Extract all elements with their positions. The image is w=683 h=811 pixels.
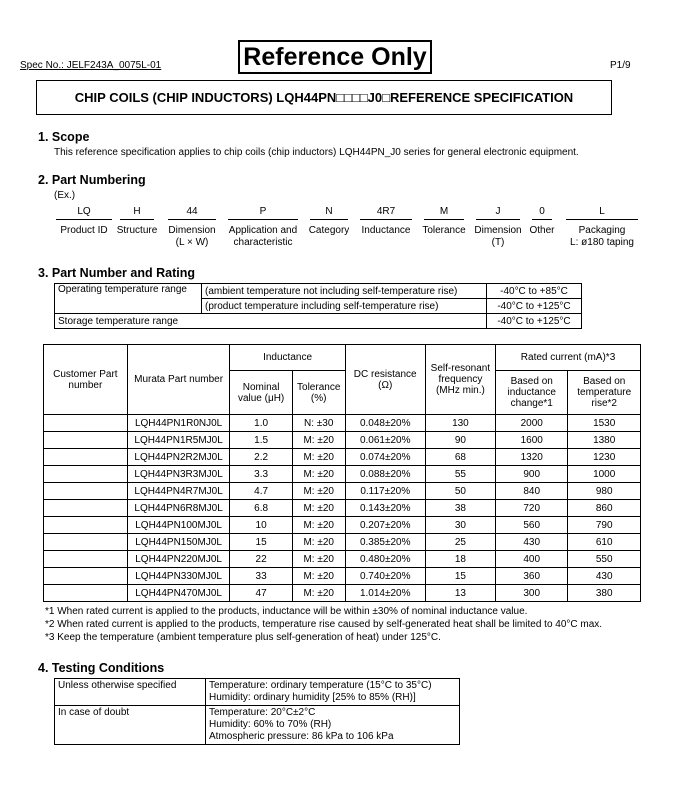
testing-heading: 4. Testing Conditions — [38, 661, 165, 675]
rated-inductance-cell: 900 — [496, 466, 568, 483]
col-based-temperature: Based on temperature rise*2 — [568, 371, 641, 415]
test-normal-conditions — [206, 679, 460, 706]
nominal-value-cell: 15 — [230, 534, 292, 551]
tolerance-cell: M: ±20 — [292, 585, 345, 602]
test-doubt-line: Temperature: 20°C±2°C — [209, 707, 316, 718]
tolerance-cell: M: ±20 — [292, 534, 345, 551]
table-row — [44, 483, 641, 500]
part-code-description-line: Packaging — [578, 225, 626, 236]
test-normal-line: Temperature: ordinary temperature (15°C to 35°C) — [209, 680, 432, 691]
numbering-example: (Ex.) — [54, 190, 76, 201]
test-doubt-line: Humidity: 60% to 70% (RH) — [209, 719, 332, 730]
customer-part-cell — [44, 500, 128, 517]
rated-temperature-cell: 980 — [568, 483, 641, 500]
tolerance-cell: M: ±20 — [292, 568, 345, 585]
rated-inductance-cell: 840 — [496, 483, 568, 500]
murata-part-cell: LQH44PN2R2MJ0L — [127, 449, 230, 466]
dc-resistance-cell: 0.480±20% — [345, 551, 425, 568]
part-code-description-line: Tolerance — [422, 225, 466, 236]
customer-part-cell — [44, 517, 128, 534]
tolerance-cell: N: ±30 — [292, 415, 345, 432]
dc-resistance-cell: 0.061±20% — [345, 432, 425, 449]
rated-temperature-cell: 550 — [568, 551, 641, 568]
rated-temperature-cell: 1530 — [568, 415, 641, 432]
storage-temp-value: -40°C to +125°C — [487, 314, 582, 329]
customer-part-cell — [44, 449, 128, 466]
part-code-segment: 4R7 — [376, 206, 396, 217]
part-code-description-line: Other — [529, 225, 555, 236]
part-code-underline — [532, 219, 552, 220]
table-row — [44, 449, 641, 466]
test-doubt-label: In case of doubt — [55, 706, 206, 745]
part-rating-table — [43, 344, 641, 602]
part-code-description-line: Dimension — [168, 225, 216, 236]
rated-temperature-cell: 610 — [568, 534, 641, 551]
part-code-description-line: Product ID — [60, 225, 108, 236]
part-code-description-line: L: ø180 taping — [570, 237, 634, 248]
customer-part-cell — [44, 466, 128, 483]
customer-part-cell — [44, 585, 128, 602]
part-code-segment: J — [495, 206, 501, 217]
part-code-description — [52, 225, 116, 237]
col-self-resonant: Self-resonant frequency (MHz min.) — [425, 345, 495, 415]
part-code-description — [528, 225, 556, 237]
dc-resistance-cell: 0.740±20% — [345, 568, 425, 585]
part-code-underline — [120, 219, 154, 220]
part-code-segment: 0 — [539, 206, 545, 217]
rated-inductance-cell: 560 — [496, 517, 568, 534]
nominal-value-cell: 10 — [230, 517, 292, 534]
customer-part-cell — [44, 568, 128, 585]
murata-part-cell: LQH44PN220MJ0L — [127, 551, 230, 568]
dc-resistance-cell: 1.014±20% — [345, 585, 425, 602]
dc-resistance-cell: 0.207±20% — [345, 517, 425, 534]
murata-part-cell: LQH44PN1R0NJ0L — [127, 415, 230, 432]
storage-temp-label: Storage temperature range — [55, 314, 487, 329]
op-temp-ambient: (ambient temperature not including self-temperature rise) — [202, 284, 487, 299]
test-doubt-line: Atmospheric pressure: 86 kPa to 106 kPa — [209, 731, 394, 742]
nominal-value-cell: 47 — [230, 585, 292, 602]
table-row — [44, 466, 641, 483]
self-resonant-cell: 55 — [425, 466, 495, 483]
scope-text: This reference specification applies to chip coils (chip inductors) LQH44PN_J0 series for general electronic equipment. — [54, 147, 579, 158]
customer-part-cell — [44, 432, 128, 449]
col-dc-resistance: DC resistance (Ω) — [345, 345, 425, 415]
self-resonant-cell: 15 — [425, 568, 495, 585]
part-code-description-line: Inductance — [361, 225, 411, 236]
part-code-description — [420, 225, 468, 237]
dc-resistance-cell: 0.117±20% — [345, 483, 425, 500]
op-temp-product-value: -40°C to +125°C — [487, 299, 582, 314]
test-normal-label: Unless otherwise specified — [55, 679, 206, 706]
tolerance-cell: M: ±20 — [292, 432, 345, 449]
self-resonant-cell: 130 — [425, 415, 495, 432]
murata-part-cell: LQH44PN100MJ0L — [127, 517, 230, 534]
murata-part-cell: LQH44PN3R3MJ0L — [127, 466, 230, 483]
rated-inductance-cell: 300 — [496, 585, 568, 602]
col-inductance: Inductance — [230, 345, 345, 371]
self-resonant-cell: 50 — [425, 483, 495, 500]
nominal-value-cell: 33 — [230, 568, 292, 585]
rated-temperature-cell: 860 — [568, 500, 641, 517]
part-code-description-line: Structure — [116, 225, 158, 236]
rated-inductance-cell: 360 — [496, 568, 568, 585]
part-code-segment: H — [133, 206, 141, 217]
part-code-description-line: Application and — [228, 225, 298, 236]
tolerance-cell: M: ±20 — [292, 483, 345, 500]
rated-inductance-cell: 2000 — [496, 415, 568, 432]
nominal-value-cell: 6.8 — [230, 500, 292, 517]
self-resonant-cell: 13 — [425, 585, 495, 602]
page-number: P1/9 — [610, 60, 631, 71]
part-code-underline — [360, 219, 412, 220]
part-code-description — [224, 225, 302, 249]
self-resonant-cell: 68 — [425, 449, 495, 466]
part-code-underline — [424, 219, 464, 220]
part-code-description — [562, 225, 642, 249]
rated-temperature-cell: 790 — [568, 517, 641, 534]
table-row — [44, 517, 641, 534]
self-resonant-cell: 30 — [425, 517, 495, 534]
part-code-underline — [310, 219, 348, 220]
op-temp-label: Operating temperature range — [55, 284, 202, 314]
rated-temperature-cell: 1230 — [568, 449, 641, 466]
scope-heading: 1. Scope — [38, 130, 90, 144]
nominal-value-cell: 1.5 — [230, 432, 292, 449]
rated-inductance-cell: 430 — [496, 534, 568, 551]
murata-part-cell: LQH44PN150MJ0L — [127, 534, 230, 551]
customer-part-cell — [44, 551, 128, 568]
murata-part-cell: LQH44PN470MJ0L — [127, 585, 230, 602]
op-temp-ambient-value: -40°C to +85°C — [487, 284, 582, 299]
table-row — [44, 568, 641, 585]
test-normal-line: Humidity: ordinary humidity [25% to 85% (RH)] — [209, 692, 416, 703]
col-murata-part: Murata Part number — [127, 345, 230, 415]
part-code-description — [356, 225, 416, 237]
col-nominal-value: Nominal value (μH) — [230, 371, 292, 415]
temperature-range-table — [54, 283, 582, 329]
part-code-description — [116, 225, 158, 237]
dc-resistance-cell: 0.143±20% — [345, 500, 425, 517]
tolerance-cell: M: ±20 — [292, 551, 345, 568]
part-code-underline — [228, 219, 298, 220]
tolerance-cell: M: ±20 — [292, 500, 345, 517]
nominal-value-cell: 3.3 — [230, 466, 292, 483]
op-temp-product: (product temperature including self-temperature rise) — [202, 299, 487, 314]
table-row — [44, 585, 641, 602]
note-1: *1 When rated current is applied to the products, inductance will be within ±30% of nominal inductance value. — [45, 606, 528, 617]
col-customer-part: Customer Part number — [44, 345, 128, 415]
nominal-value-cell: 22 — [230, 551, 292, 568]
part-code-description-line: Dimension — [474, 225, 522, 236]
col-tolerance: Tolerance (%) — [292, 371, 345, 415]
part-code-underline — [168, 219, 216, 220]
part-code-underline — [56, 219, 112, 220]
tolerance-cell: M: ±20 — [292, 449, 345, 466]
part-code-segment: M — [439, 206, 449, 217]
murata-part-cell: LQH44PN6R8MJ0L — [127, 500, 230, 517]
rated-inductance-cell: 720 — [496, 500, 568, 517]
part-code-segment: L — [599, 206, 605, 217]
murata-part-cell: LQH44PN4R7MJ0L — [127, 483, 230, 500]
part-code-segment: P — [259, 206, 267, 217]
document-title: CHIP COILS (CHIP INDUCTORS) LQH44PN□□□□J0□REFERENCE SPECIFICATION — [36, 80, 612, 115]
rated-temperature-cell: 1380 — [568, 432, 641, 449]
testing-conditions-table — [54, 678, 460, 745]
murata-part-cell: LQH44PN330MJ0L — [127, 568, 230, 585]
part-code-description-line: (T) — [491, 237, 505, 248]
rated-inductance-cell: 1600 — [496, 432, 568, 449]
tolerance-cell: M: ±20 — [292, 466, 345, 483]
test-doubt-conditions — [206, 706, 460, 745]
table-row — [44, 432, 641, 449]
table-row — [44, 500, 641, 517]
table-row — [44, 415, 641, 432]
self-resonant-cell: 25 — [425, 534, 495, 551]
numbering-heading: 2. Part Numbering — [38, 173, 146, 187]
nominal-value-cell: 1.0 — [230, 415, 292, 432]
murata-part-cell: LQH44PN1R5MJ0L — [127, 432, 230, 449]
dc-resistance-cell: 0.074±20% — [345, 449, 425, 466]
part-code-description — [472, 225, 524, 249]
part-code-segment: LQ — [77, 206, 91, 217]
part-code-segment: N — [325, 206, 333, 217]
self-resonant-cell: 38 — [425, 500, 495, 517]
note-3: *3 Keep the temperature (ambient temperature plus self-generation of heat) under 125°C. — [45, 632, 441, 643]
dc-resistance-cell: 0.048±20% — [345, 415, 425, 432]
rated-temperature-cell: 1000 — [568, 466, 641, 483]
tolerance-cell: M: ±20 — [292, 517, 345, 534]
col-based-inductance: Based on inductance change*1 — [496, 371, 568, 415]
nominal-value-cell: 4.7 — [230, 483, 292, 500]
part-code-underline — [476, 219, 520, 220]
dc-resistance-cell: 0.088±20% — [345, 466, 425, 483]
reference-only-stamp: Reference Only — [238, 40, 432, 74]
rated-inductance-cell: 1320 — [496, 449, 568, 466]
part-code-description-line: Category — [308, 225, 350, 236]
rated-temperature-cell: 430 — [568, 568, 641, 585]
part-code-description-line: (L × W) — [175, 237, 209, 248]
self-resonant-cell: 90 — [425, 432, 495, 449]
part-code-underline — [566, 219, 638, 220]
part-code-description — [306, 225, 352, 237]
dc-resistance-cell: 0.385±20% — [345, 534, 425, 551]
part-code-description — [164, 225, 220, 249]
table-row — [44, 534, 641, 551]
nominal-value-cell: 2.2 — [230, 449, 292, 466]
table-row — [44, 551, 641, 568]
part-code-segment: 44 — [186, 206, 198, 217]
rated-temperature-cell: 380 — [568, 585, 641, 602]
customer-part-cell — [44, 534, 128, 551]
note-2: *2 When rated current is applied to the products, temperature rise caused by self-generated heat shall be limited to 40°C max. — [45, 619, 603, 630]
col-rated-current: Rated current (mA)*3 — [496, 345, 641, 371]
customer-part-cell — [44, 483, 128, 500]
part-code-description-line: characteristic — [233, 237, 293, 248]
self-resonant-cell: 18 — [425, 551, 495, 568]
rated-inductance-cell: 400 — [496, 551, 568, 568]
rating-heading: 3. Part Number and Rating — [38, 266, 195, 280]
customer-part-cell — [44, 415, 128, 432]
spec-number: Spec No.: JELF243A_0075L-01 — [20, 60, 162, 71]
